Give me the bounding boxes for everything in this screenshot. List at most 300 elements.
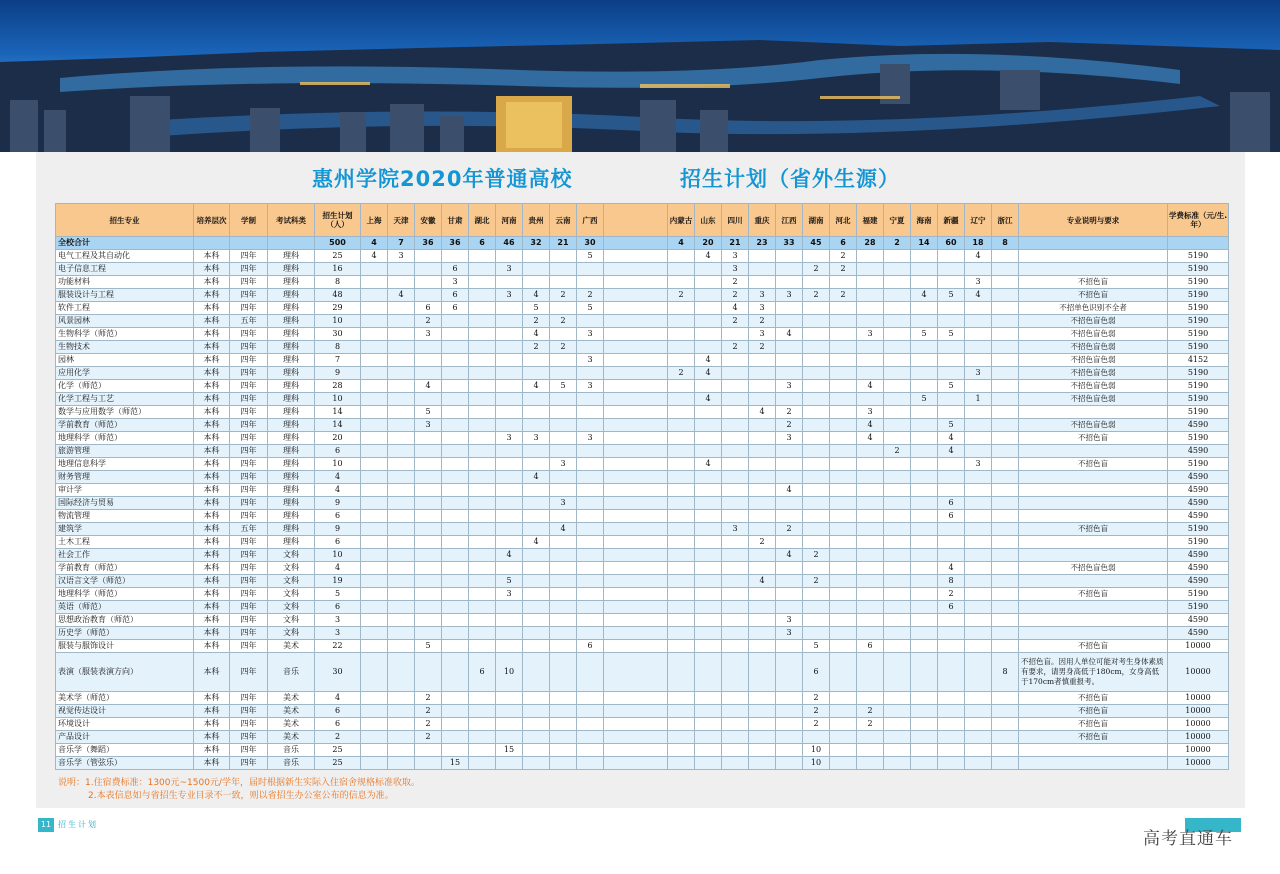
table-cell: [361, 510, 388, 523]
table-cell: [776, 640, 803, 653]
table-cell: [722, 328, 749, 341]
table-row: [56, 523, 1229, 536]
table-cell: 5190: [1168, 432, 1229, 445]
table-cell: 四年: [230, 419, 268, 432]
table-cell: [722, 562, 749, 575]
table-cell: [749, 653, 776, 692]
table-cell: 3: [577, 380, 604, 393]
table-cell: [722, 627, 749, 640]
table-cell: [604, 614, 668, 627]
table-cell: 理科: [268, 536, 315, 549]
table-cell: [668, 419, 695, 432]
table-cell: [523, 276, 550, 289]
table-cell: 4: [496, 549, 523, 562]
table-cell: [668, 406, 695, 419]
table-cell: 5: [315, 588, 361, 601]
table-row: [56, 744, 1229, 757]
table-cell: [722, 536, 749, 549]
table-cell: [577, 627, 604, 640]
table-cell: 理科: [268, 354, 315, 367]
table-cell: [695, 497, 722, 510]
table-cell: [1019, 549, 1168, 562]
table-row: [56, 627, 1229, 640]
table-cell: 5190: [1168, 276, 1229, 289]
table-cell: 2: [803, 289, 830, 302]
table-cell: [830, 458, 857, 471]
table-cell: [469, 523, 496, 536]
table-cell: [992, 341, 1019, 354]
table-cell: [857, 601, 884, 614]
table-cell: [442, 653, 469, 692]
table-cell: 2: [776, 419, 803, 432]
table-cell: [523, 640, 550, 653]
table-cell: [722, 484, 749, 497]
table-cell: [938, 471, 965, 484]
table-cell: 2: [749, 315, 776, 328]
table-cell: 理科: [268, 289, 315, 302]
table-cell: [523, 692, 550, 705]
table-cell: 10000: [1168, 757, 1229, 770]
table-cell: 国际经济与贸易: [56, 497, 194, 510]
table-cell: [415, 575, 442, 588]
table-cell: 2: [884, 237, 911, 250]
table-cell: 全校合计: [56, 237, 194, 250]
table-cell: [469, 432, 496, 445]
table-cell: 5: [415, 640, 442, 653]
header-cell: 河北: [830, 204, 857, 237]
table-cell: [361, 744, 388, 757]
table-cell: 不招色盲: [1019, 276, 1168, 289]
table-cell: [668, 536, 695, 549]
table-cell: 本科: [194, 744, 230, 757]
table-cell: [361, 276, 388, 289]
table-cell: 7: [388, 237, 415, 250]
table-cell: 2: [668, 367, 695, 380]
table-cell: [857, 627, 884, 640]
table-cell: [830, 640, 857, 653]
table-cell: 本科: [194, 276, 230, 289]
table-cell: [776, 653, 803, 692]
table-cell: [496, 536, 523, 549]
table-cell: [938, 523, 965, 536]
table-cell: [577, 653, 604, 692]
table-cell: [361, 731, 388, 744]
page-footer: [38, 818, 120, 833]
table-row: [56, 601, 1229, 614]
table-cell: [830, 705, 857, 718]
table-cell: 理科: [268, 302, 315, 315]
table-cell: [965, 718, 992, 731]
table-cell: [803, 406, 830, 419]
table-cell: 理科: [268, 393, 315, 406]
table-cell: 本科: [194, 718, 230, 731]
table-cell: [992, 302, 1019, 315]
table-cell: [469, 276, 496, 289]
table-cell: [523, 549, 550, 562]
table-cell: [604, 367, 668, 380]
table-cell: [577, 705, 604, 718]
table-cell: [776, 588, 803, 601]
table-cell: [803, 601, 830, 614]
table-cell: [1019, 614, 1168, 627]
table-cell: [523, 575, 550, 588]
table-cell: [965, 614, 992, 627]
table-cell: [749, 276, 776, 289]
table-cell: [496, 445, 523, 458]
table-cell: 6: [315, 705, 361, 718]
table-cell: [668, 380, 695, 393]
table-cell: 4: [315, 692, 361, 705]
table-cell: [884, 549, 911, 562]
table-cell: [965, 536, 992, 549]
city-night-photo: [0, 0, 1280, 152]
table-cell: [1019, 445, 1168, 458]
table-cell: 6: [315, 445, 361, 458]
table-cell: 四年: [230, 705, 268, 718]
table-cell: 四年: [230, 250, 268, 263]
table-cell: [965, 484, 992, 497]
table-cell: [749, 757, 776, 770]
table-cell: 本科: [194, 692, 230, 705]
table-cell: [604, 289, 668, 302]
table-cell: [668, 354, 695, 367]
table-cell: 3: [496, 588, 523, 601]
table-cell: 四年: [230, 744, 268, 757]
table-cell: [415, 536, 442, 549]
table-cell: [577, 419, 604, 432]
table-cell: [550, 575, 577, 588]
table-cell: 4590: [1168, 575, 1229, 588]
table-row: [56, 328, 1229, 341]
table-cell: 2: [749, 341, 776, 354]
table-cell: [361, 432, 388, 445]
table-cell: 19: [315, 575, 361, 588]
table-cell: [911, 341, 938, 354]
table-cell: 4: [938, 445, 965, 458]
note-1: 说明：1.住宿费标准：1300元~1500元/学年，届时根据新生实际入住宿舍规格标准收取。: [58, 778, 420, 788]
table-cell: 3: [857, 328, 884, 341]
table-cell: [442, 588, 469, 601]
table-cell: [722, 614, 749, 627]
table-cell: [911, 406, 938, 419]
table-cell: [803, 523, 830, 536]
table-cell: [911, 367, 938, 380]
table-cell: [857, 562, 884, 575]
table-cell: [830, 432, 857, 445]
table-cell: 10: [315, 393, 361, 406]
table-cell: [938, 354, 965, 367]
table-cell: [442, 484, 469, 497]
table-cell: [722, 640, 749, 653]
header-cell: 湖南: [803, 204, 830, 237]
table-cell: 2: [550, 315, 577, 328]
table-cell: [523, 497, 550, 510]
table-row: [56, 302, 1229, 315]
table-cell: 产品设计: [56, 731, 194, 744]
table-cell: [749, 367, 776, 380]
table-cell: 2: [415, 718, 442, 731]
table-cell: 学前教育（师范）: [56, 562, 194, 575]
table-cell: 10000: [1168, 692, 1229, 705]
table-cell: [830, 744, 857, 757]
table-cell: [965, 406, 992, 419]
table-cell: [830, 471, 857, 484]
table-cell: 4: [523, 536, 550, 549]
table-cell: [604, 341, 668, 354]
table-cell: [749, 393, 776, 406]
table-cell: [550, 471, 577, 484]
table-cell: [577, 406, 604, 419]
table-cell: [911, 354, 938, 367]
table-cell: [884, 523, 911, 536]
table-cell: [604, 523, 668, 536]
table-cell: [857, 575, 884, 588]
table-cell: 土木工程: [56, 536, 194, 549]
table-cell: 4: [550, 523, 577, 536]
table-row: [56, 315, 1229, 328]
table-cell: 汉语言文学（师范）: [56, 575, 194, 588]
table-cell: 理科: [268, 276, 315, 289]
table-cell: [668, 653, 695, 692]
table-cell: 理科: [268, 510, 315, 523]
table-cell: 10000: [1168, 640, 1229, 653]
table-cell: [388, 757, 415, 770]
table-cell: [857, 497, 884, 510]
header-cell: 四川: [722, 204, 749, 237]
table-cell: [749, 588, 776, 601]
table-cell: 2: [722, 289, 749, 302]
table-cell: 10: [315, 315, 361, 328]
table-cell: [577, 536, 604, 549]
table-cell: 3: [577, 432, 604, 445]
table-cell: [884, 601, 911, 614]
table-cell: [992, 419, 1019, 432]
table-cell: [884, 380, 911, 393]
table-cell: [722, 731, 749, 744]
table-cell: 3: [496, 289, 523, 302]
table-cell: 15: [442, 757, 469, 770]
table-cell: 环境设计: [56, 718, 194, 731]
table-cell: 物流管理: [56, 510, 194, 523]
table-cell: [469, 393, 496, 406]
table-cell: [496, 328, 523, 341]
table-cell: [469, 510, 496, 523]
table-cell: [361, 341, 388, 354]
table-cell: 本科: [194, 484, 230, 497]
table-cell: [965, 419, 992, 432]
table-cell: [884, 562, 911, 575]
table-cell: 10: [315, 458, 361, 471]
table-cell: 5190: [1168, 523, 1229, 536]
table-cell: 园林: [56, 354, 194, 367]
table-cell: 3: [415, 419, 442, 432]
table-cell: [496, 497, 523, 510]
table-cell: 四年: [230, 718, 268, 731]
header-cell: 福建: [857, 204, 884, 237]
table-cell: [884, 718, 911, 731]
table-cell: 英语（师范）: [56, 601, 194, 614]
table-cell: [776, 367, 803, 380]
table-cell: [857, 510, 884, 523]
table-cell: 3: [965, 276, 992, 289]
table-cell: [523, 744, 550, 757]
table-cell: [415, 588, 442, 601]
table-cell: 5: [911, 328, 938, 341]
table-cell: [469, 757, 496, 770]
table-cell: [496, 627, 523, 640]
table-cell: [830, 445, 857, 458]
table-cell: [911, 250, 938, 263]
table-cell: [577, 341, 604, 354]
table-cell: 五年: [230, 523, 268, 536]
header-cell: 专业说明与要求: [1019, 204, 1168, 237]
table-cell: 本科: [194, 731, 230, 744]
table-cell: [776, 536, 803, 549]
table-cell: [992, 276, 1019, 289]
table-cell: 4: [695, 393, 722, 406]
table-cell: 5: [523, 302, 550, 315]
table-cell: 4: [315, 471, 361, 484]
table-cell: [604, 627, 668, 640]
table-cell: 本科: [194, 354, 230, 367]
table-cell: 15: [496, 744, 523, 757]
table-cell: 美术: [268, 731, 315, 744]
table-cell: [523, 588, 550, 601]
table-cell: [469, 601, 496, 614]
table-cell: [604, 276, 668, 289]
table-cell: 四年: [230, 289, 268, 302]
table-cell: [388, 640, 415, 653]
table-cell: 本科: [194, 393, 230, 406]
table-cell: 3: [722, 523, 749, 536]
table-cell: 五年: [230, 315, 268, 328]
table-cell: 理科: [268, 263, 315, 276]
table-cell: [992, 263, 1019, 276]
table-cell: [965, 302, 992, 315]
table-cell: [695, 302, 722, 315]
table-cell: [388, 471, 415, 484]
table-cell: [992, 445, 1019, 458]
table-cell: 5190: [1168, 341, 1229, 354]
table-cell: [388, 458, 415, 471]
table-cell: [884, 328, 911, 341]
table-cell: [695, 263, 722, 276]
table-cell: [938, 744, 965, 757]
table-cell: [803, 458, 830, 471]
table-cell: [884, 653, 911, 692]
table-cell: 8: [992, 653, 1019, 692]
table-cell: [938, 484, 965, 497]
table-cell: [442, 731, 469, 744]
table-cell: [577, 484, 604, 497]
table-cell: [442, 354, 469, 367]
table-cell: 4: [668, 237, 695, 250]
table-cell: 本科: [194, 302, 230, 315]
table-cell: 四年: [230, 640, 268, 653]
table-cell: [830, 562, 857, 575]
table-cell: [803, 367, 830, 380]
table-cell: 5190: [1168, 588, 1229, 601]
table-cell: [884, 250, 911, 263]
table-cell: [776, 393, 803, 406]
table-cell: [695, 627, 722, 640]
table-cell: [469, 549, 496, 562]
table-cell: [911, 419, 938, 432]
table-cell: 四年: [230, 536, 268, 549]
table-cell: 3: [722, 250, 749, 263]
table-cell: 四年: [230, 367, 268, 380]
table-cell: [577, 263, 604, 276]
table-cell: 不招色盲: [1019, 692, 1168, 705]
table-cell: [830, 731, 857, 744]
table-cell: [550, 406, 577, 419]
table-cell: [776, 562, 803, 575]
table-cell: 四年: [230, 432, 268, 445]
table-cell: [550, 367, 577, 380]
table-cell: [803, 562, 830, 575]
table-cell: 不招色盲色弱: [1019, 562, 1168, 575]
table-cell: 10000: [1168, 731, 1229, 744]
table-cell: [830, 536, 857, 549]
table-cell: 不招色盲。因用人单位可能对考生身体素质有要求，请男身高低于180cm，女身高低于170cm者慎重报考。: [1019, 653, 1168, 692]
table-cell: 5190: [1168, 367, 1229, 380]
table-cell: 2: [749, 536, 776, 549]
table-cell: [722, 380, 749, 393]
table-cell: 4: [857, 432, 884, 445]
table-cell: 4: [776, 549, 803, 562]
table-cell: [803, 354, 830, 367]
table-cell: [803, 588, 830, 601]
table-cell: [857, 536, 884, 549]
table-cell: [776, 757, 803, 770]
table-cell: [992, 354, 1019, 367]
table-cell: 本科: [194, 458, 230, 471]
table-cell: [857, 276, 884, 289]
table-cell: [1019, 510, 1168, 523]
table-cell: [388, 614, 415, 627]
table-cell: [496, 523, 523, 536]
table-cell: 地理科学（师范）: [56, 432, 194, 445]
table-cell: [884, 419, 911, 432]
table-cell: [722, 419, 749, 432]
table-cell: [577, 549, 604, 562]
page-number: 11: [38, 818, 54, 832]
table-cell: [604, 601, 668, 614]
table-cell: 4590: [1168, 614, 1229, 627]
table-cell: [496, 614, 523, 627]
table-cell: [668, 445, 695, 458]
notes: [58, 777, 420, 803]
table-cell: 2: [523, 341, 550, 354]
table-cell: [442, 341, 469, 354]
table-cell: [776, 276, 803, 289]
table-cell: [388, 575, 415, 588]
table-cell: [523, 523, 550, 536]
table-cell: [577, 757, 604, 770]
table-cell: [857, 445, 884, 458]
table-cell: [388, 588, 415, 601]
table-cell: [938, 614, 965, 627]
table-cell: 审计学: [56, 484, 194, 497]
table-cell: 10000: [1168, 653, 1229, 692]
table-cell: 6: [938, 601, 965, 614]
table-cell: 本科: [194, 445, 230, 458]
table-cell: [803, 510, 830, 523]
table-cell: 理科: [268, 380, 315, 393]
table-cell: [803, 315, 830, 328]
table-cell: [604, 250, 668, 263]
table-cell: 3: [965, 367, 992, 380]
